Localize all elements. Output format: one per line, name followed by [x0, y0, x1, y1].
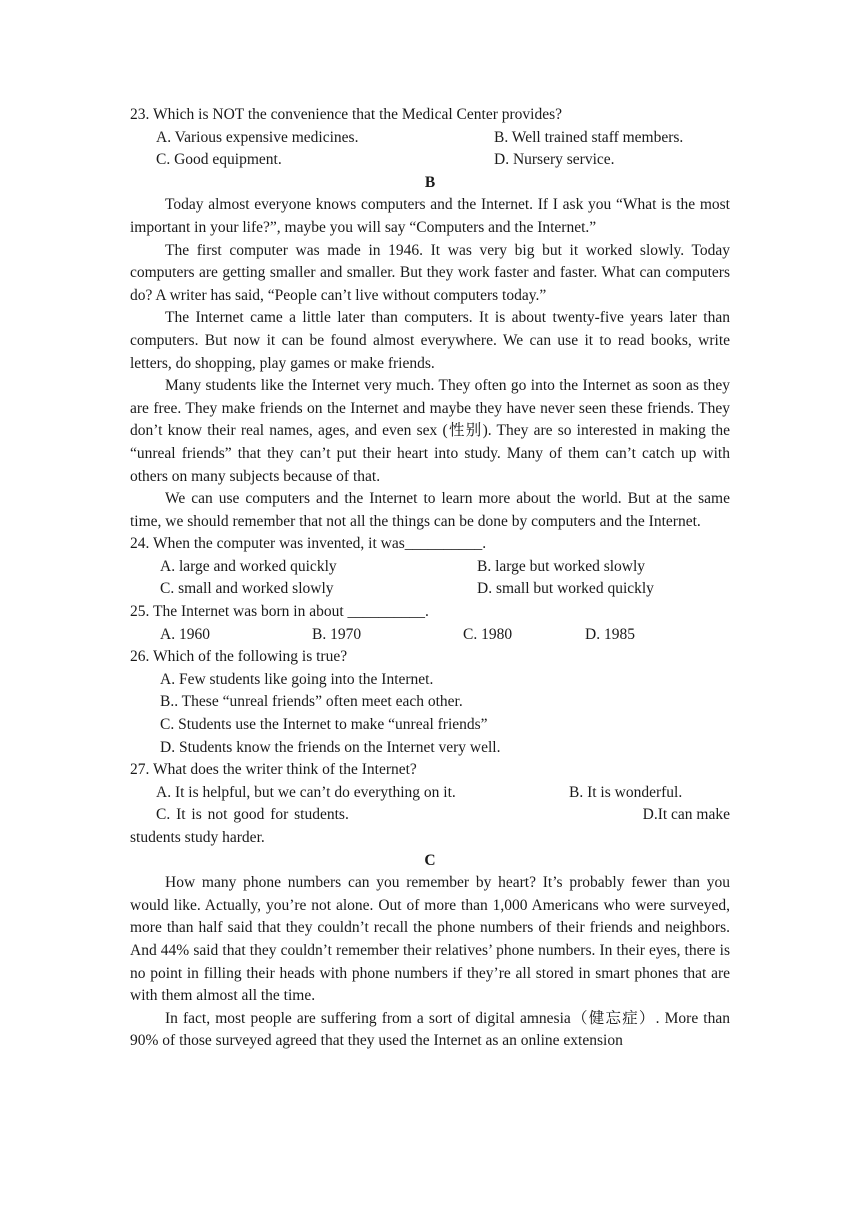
q27-option-a: A. It is helpful, but we can’t do everything on it.	[156, 783, 456, 801]
q25-option-b: B. 1970	[312, 625, 362, 643]
q27-option-b: B. It is wonderful.	[569, 783, 683, 801]
q24-option-b: B. large but worked slowly	[477, 557, 646, 575]
section-b-heading: B	[424, 173, 436, 191]
q25-option-c: C. 1980	[463, 625, 513, 643]
section-b-paragraph-3: The Internet came a little later than computers. It is about twenty-five years later than computers. But now it can be found almost everywhere. We can use it to read books, write letters, do shopping, play games or make friends.	[130, 309, 730, 372]
q23-options-row-1	[130, 127, 730, 150]
section-b-paragraph-5: We can use computers and the Internet to learn more about the world. But at the same time, we should remember that not all the things can be done by computers and the Internet.	[130, 490, 730, 530]
section-c-paragraph-1: How many phone numbers can you remember by heart? It’s probably fewer than you would like. Actually, you’re not alone. Out of more than 1,000 Americans who were surveyed, more than half said that they couldn’t recall the phone numbers of their friends and neighbors. And 44% said that they couldn’t remember their relatives’ phone numbers. In their eyes, there is no point in filling their heads with phone numbers if they’re all stored in smart phones that are with them almost all the time.	[130, 874, 730, 1005]
q26-option-a: A. Few students like going into the Internet.	[160, 670, 434, 688]
q24-option-a: A. large and worked quickly	[160, 557, 337, 575]
q27-options-row-1	[130, 782, 730, 805]
q23-options-row-2	[130, 149, 730, 172]
q27-option-d-start: D.It can make	[642, 806, 730, 824]
q23-option-b: B. Well trained staff members.	[494, 128, 684, 146]
q27-option-d-end: students study harder.	[130, 829, 265, 846]
q23-option-d: D. Nursery service.	[494, 151, 615, 169]
q25-options-row	[130, 624, 730, 647]
section-b-paragraph-2: The first computer was made in 1946. It was very big but it worked slowly. Today computers are getting smaller and smaller. But they work faster and faster. What can computers do? A writer has said, “People can’t live without computers today.”	[130, 241, 730, 304]
q23-option-a: A. Various expensive medicines.	[156, 128, 359, 146]
q26-option-b: B.. These “unreal friends” often meet each other.	[160, 693, 463, 711]
q25-option-a: A. 1960	[160, 625, 210, 643]
q26-option-c: C. Students use the Internet to make “unreal friends”	[160, 716, 488, 734]
q26-option-d: D. Students know the friends on the Internet very well.	[160, 738, 501, 756]
section-c-paragraph-2: In fact, most people are suffering from a sort of digital amnesia（健忘症）. More than 90% of those surveyed agreed that they used the Internet as an online extension	[130, 1009, 730, 1050]
question-23: 23. Which is NOT the convenience that the Medical Center provides?	[130, 106, 563, 123]
section-b-paragraph-1: Today almost everyone knows computers and the Internet. If I ask you “What is the most important in your life?”, maybe you will say “Computers and the Internet.”	[130, 196, 730, 236]
q27-option-c: C. It is not good for students.	[156, 806, 349, 824]
question-24: 24. When the computer was invented, it was__________.	[130, 535, 487, 553]
section-c-heading: C	[424, 851, 436, 869]
document-page	[130, 104, 730, 1053]
q24-option-c: C. small and worked slowly	[160, 580, 334, 598]
q27-options-cd	[130, 804, 730, 849]
question-25: 25. The Internet was born in about __________.	[130, 603, 429, 621]
q25-option-d: D. 1985	[585, 625, 635, 643]
section-b-paragraph-4: Many students like the Internet very much. They often go into the Internet as soon as they are free. They make friends on the Internet and maybe they have never seen these friends. They don’t know their real names, ages, and even sex (性别). They are so interested in making the “unreal friends” that they can’t put their heart into study. Many of them can’t catch up with others on many subjects because of that.	[130, 377, 730, 485]
q23-option-c: C. Good equipment.	[156, 151, 282, 169]
question-26: 26. Which of the following is true?	[130, 648, 348, 666]
question-27: 27. What does the writer think of the Internet?	[130, 761, 417, 779]
q24-options-row-2	[130, 578, 730, 601]
q24-options-row-1	[130, 556, 730, 579]
q24-option-d: D. small but worked quickly	[477, 580, 654, 598]
